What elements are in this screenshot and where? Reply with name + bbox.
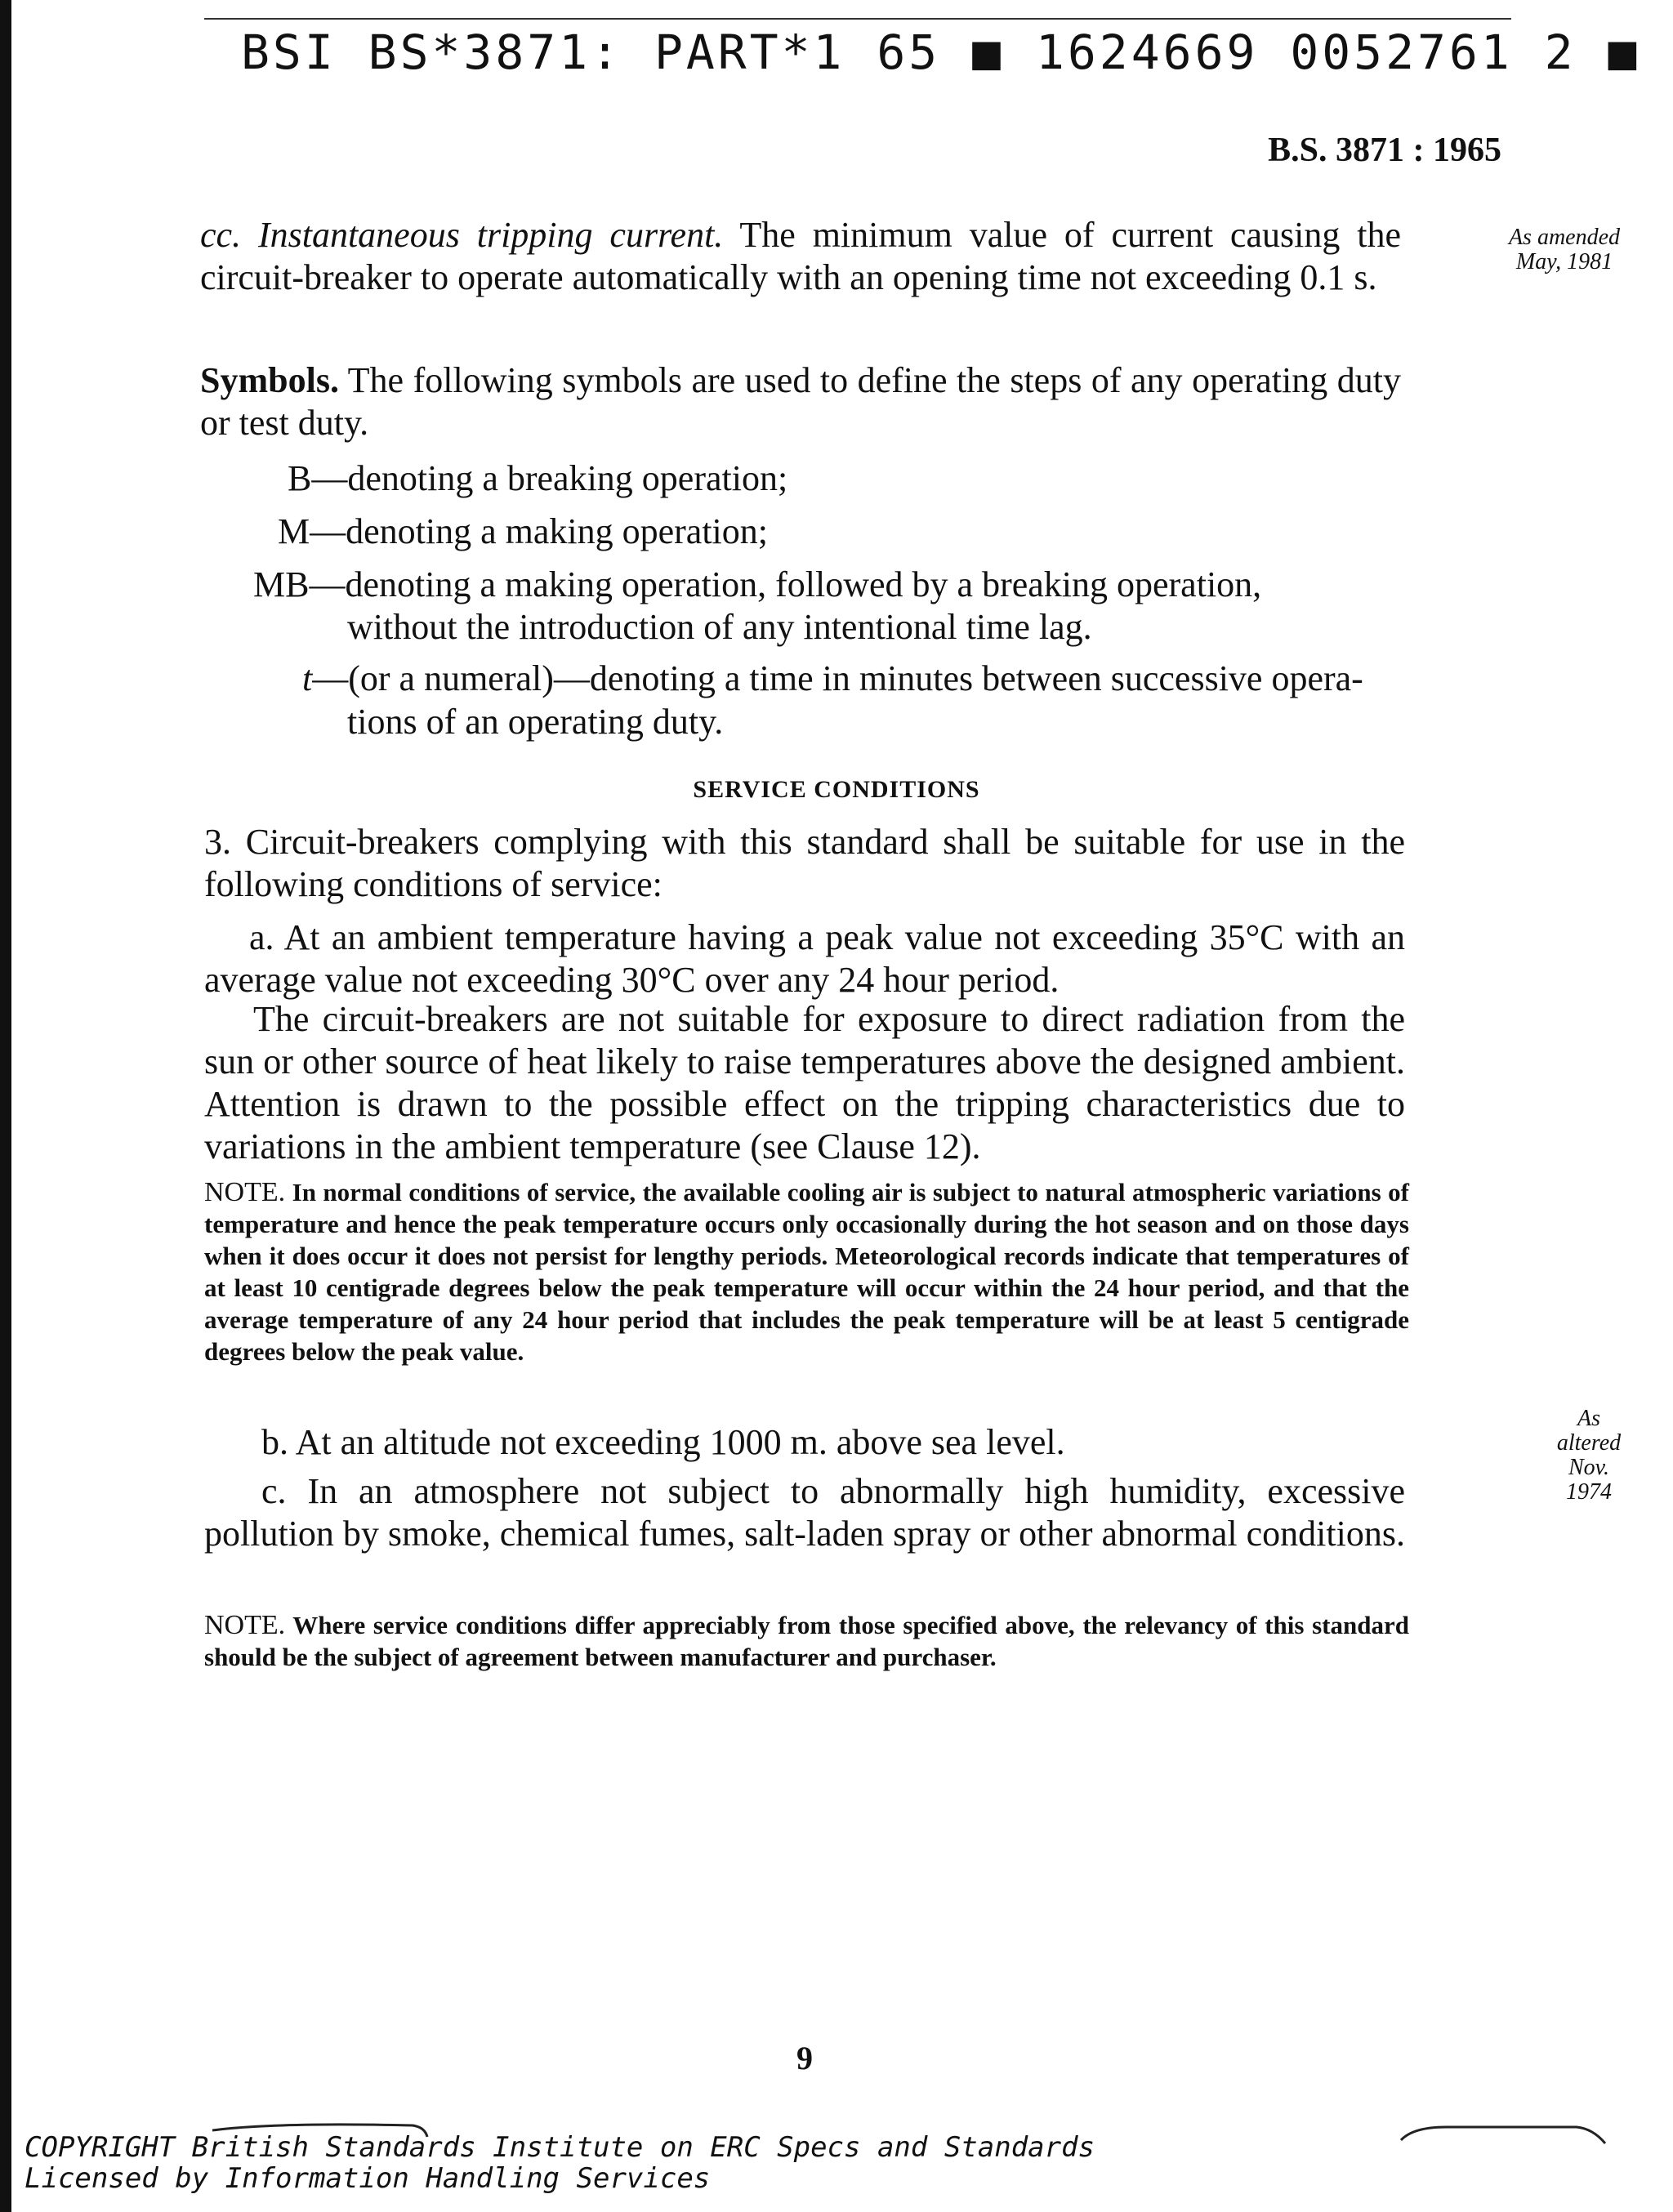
- symbols-intro: [200, 359, 1401, 444]
- symbol-b: [288, 457, 787, 500]
- scan-edge: [0, 0, 11, 2212]
- symbol-code: t: [302, 658, 313, 698]
- note-service-conditions: [204, 1609, 1409, 1673]
- document-code-header: BSI BS*3871: PART*1 65 ■ 1624669 0052761 2 ■: [241, 25, 1640, 80]
- margin-note-amended: As amended May, 1981: [1508, 225, 1621, 274]
- symbol-mb: [253, 564, 1405, 606]
- clause-3a: a. At an ambient temperature having a peak value not exceeding 35°C with an average value not exceeding 30°C over any 24 hour period.: [204, 917, 1405, 1000]
- section-heading: SERVICE CONDITIONS: [693, 776, 980, 803]
- footer-line-1: COPYRIGHT British Standards Institute on ERC Specs and Standards: [25, 2131, 1095, 2164]
- symbol-desc: —denoting a making operation, followed by a breaking operation,: [309, 564, 1262, 604]
- scan-mark-right: [1397, 2117, 1617, 2150]
- definition-text: The minimum value of current causing the circuit-breaker to operate automatically with an opening time not exceeding 0.1 s.: [200, 215, 1401, 297]
- symbol-mb-cont: without the introduction of any intentional time lag.: [347, 607, 1092, 647]
- symbol-desc: —(or a numeral)—denoting a time in minutes between successive opera-: [312, 658, 1363, 698]
- note-text: Where service conditions differ appreciably from those specified above, the relevancy of this standard should be the subject of agreement between manufacturer and purchaser.: [204, 1611, 1409, 1671]
- symbol-desc: —denoting a breaking operation;: [311, 458, 788, 498]
- footer-line-2: Licensed by Information Handling Services: [25, 2162, 711, 2195]
- definition-term: cc. Instantaneous tripping current.: [200, 215, 724, 255]
- note-text: In normal conditions of service, the available cooling air is subject to natural atmospheric variations of temperature and hence the peak temperature occurs only occasionally during the hot season and on those days when it does occur it does not persist for lengthy periods. Meteorological records indicate that temperatures of at least 10 centigrade degrees below the peak temperature will occur within the 24 hour period, and that the average temperature of any 24 hour period that includes the peak temperature will be at least 5 centigrade degrees below the peak value.: [204, 1178, 1409, 1366]
- margin-note-altered: As altered Nov. 1974: [1556, 1406, 1622, 1505]
- symbol-code: B: [288, 458, 312, 498]
- symbol-desc: —denoting a making operation;: [310, 511, 768, 551]
- top-rule: [204, 18, 1511, 20]
- copyright-footer: [25, 2132, 1095, 2194]
- clause-3b: b. At an altitude not exceeding 1000 m. above sea level.: [261, 1422, 1065, 1462]
- symbol-m: [278, 511, 768, 553]
- standard-reference: B.S. 3871 : 1965: [1268, 132, 1501, 169]
- symbol-t-cont: tions of an operating duty.: [347, 702, 724, 742]
- clause-3: 3. Circuit-breakers complying with this standard shall be suitable for use in the following conditions of service:: [204, 822, 1405, 904]
- note-ambient: [204, 1176, 1409, 1367]
- symbol-t: [302, 658, 1405, 700]
- page-number: 9: [796, 2040, 813, 2076]
- symbol-code: M: [278, 511, 310, 551]
- clause-3a-continuation: The circuit-breakers are not suitable for exposure to direct radiation from the sun or other source of heat likely to raise temperatures above the designed ambient. Attention is drawn to the possible effect on the tripping characteristics due to variations in the ambient temperature (see Clause 12).: [204, 999, 1405, 1166]
- note-label: NOTE.: [204, 1177, 286, 1207]
- note-label: NOTE.: [204, 1610, 286, 1640]
- symbols-intro-text: The following symbols are used to define the steps of any operating duty or test duty.: [200, 360, 1401, 443]
- symbols-label: Symbols.: [200, 360, 339, 400]
- symbol-code: MB: [253, 564, 310, 604]
- definition-cc: [200, 214, 1401, 299]
- clause-3c: c. In an atmosphere not subject to abnormally high humidity, excessive pollution by smoke, chemical fumes, salt-laden spray or other abnormal conditions.: [204, 1471, 1405, 1554]
